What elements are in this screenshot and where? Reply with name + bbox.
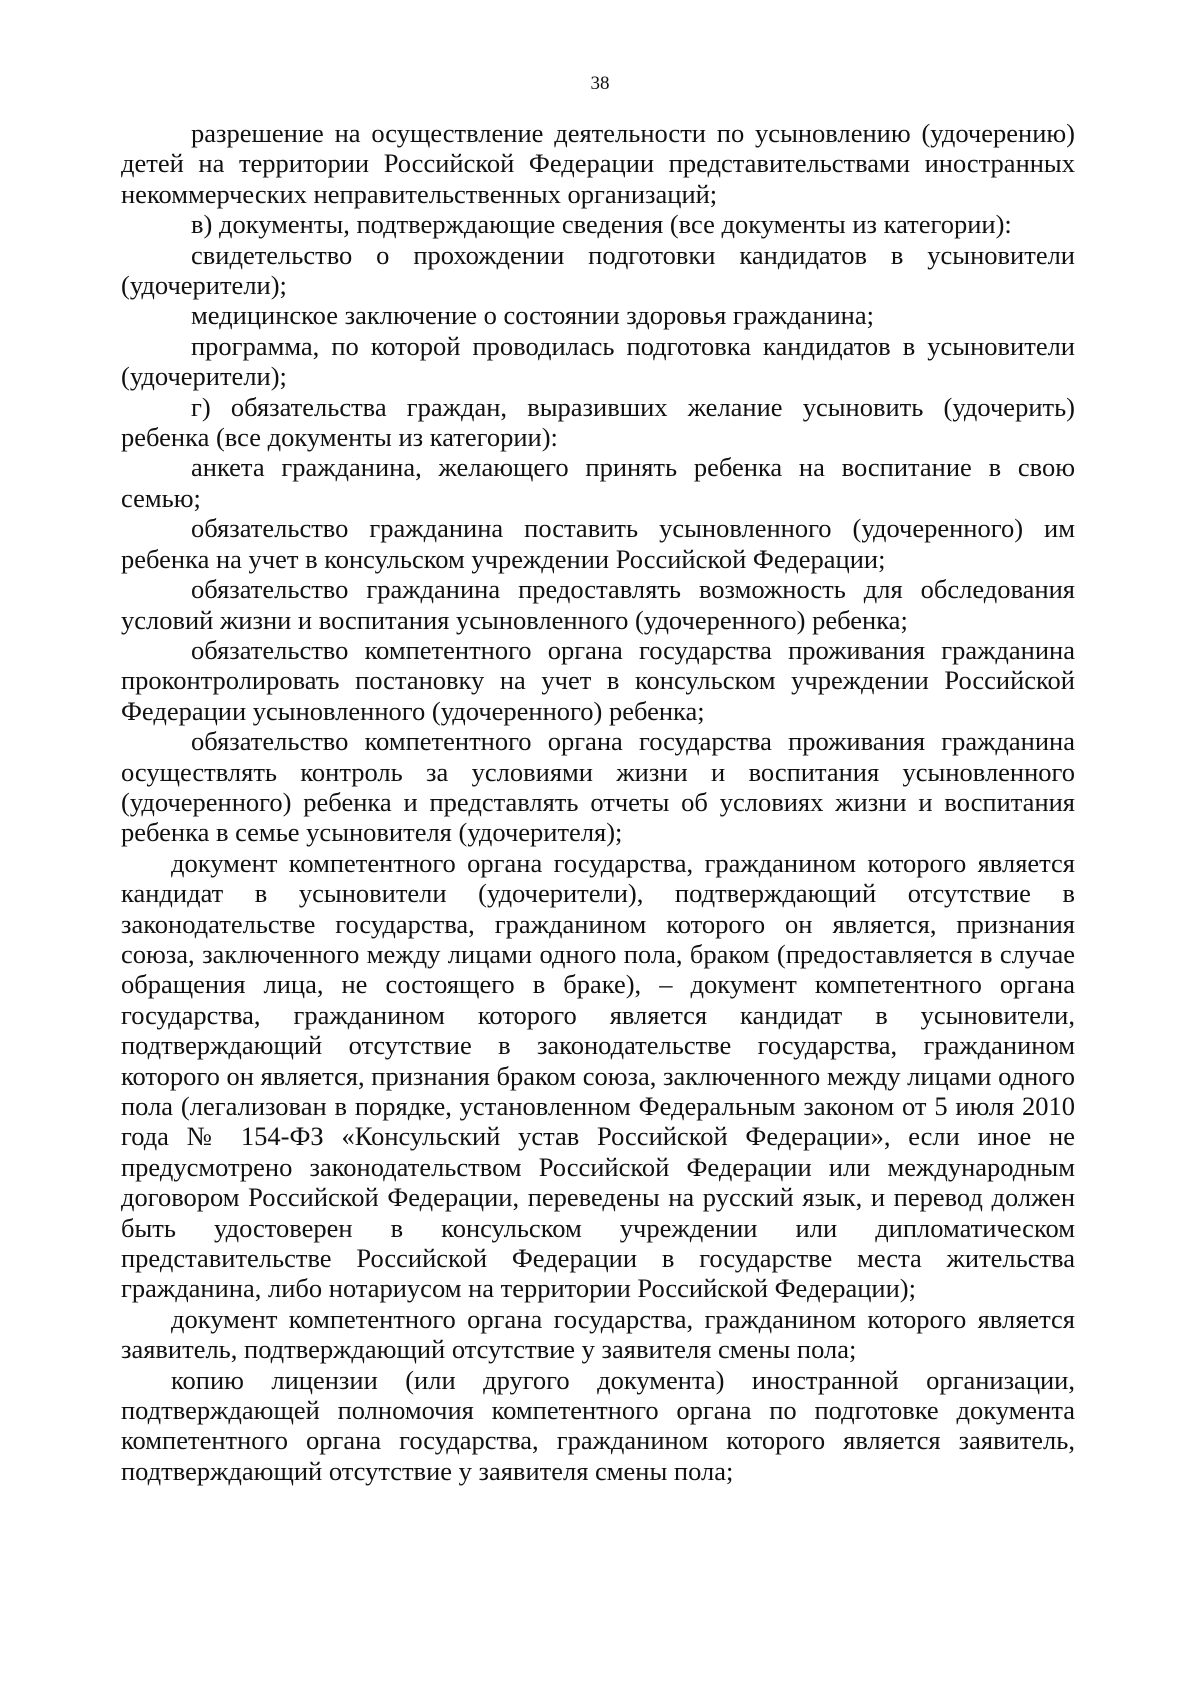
paragraph: в) документы, подтверждающие сведения (все документы из категории): [191, 209, 1012, 240]
paragraph: г) обязательства граждан, выразивших желание усыновить (удочерить) ребенка (все документы из категории): [121, 391, 1075, 453]
paragraph: разрешение на осуществление деятельности по усыновлению (удочерению) детей на территории Российской Федерации представительствами иностранных некоммерческих неправительственных организаций; [121, 118, 1075, 209]
paragraph: программа, по которой проводилась подготовка кандидатов в усыновители (удочерители); [121, 330, 1075, 392]
paragraph: обязательство компетентного органа государства проживания гражданина осуществлять контроль за условиями жизни и воспитания усыновленного (удочеренного) ребенка и представлять отчеты об условиях жизни и воспитания ребенка в семье усыновителя (удочерителя); [121, 726, 1075, 848]
paragraph: обязательство компетентного органа государства проживания гражданина проконтролировать постановку на учет в консульском учреждении Российской Федерации усыновленного (удочеренного) ребенка; [121, 634, 1075, 726]
page-number: 38 [590, 73, 610, 94]
document-body [121, 118, 1075, 1486]
paragraph: обязательство гражданина предоставлять возможность для обследования условий жизни и воспитания усыновленного (удочеренного) ребенка; [121, 574, 1075, 635]
paragraph: обязательство гражданина поставить усыновленного (удочеренного) им ребенка на учет в консульском учреждении Российской Федерации; [121, 513, 1075, 574]
paragraph: документ компетентного органа государства, гражданином которого является заявитель, подтверждающий отсутствие у заявителя смены пола; [121, 1303, 1075, 1365]
paragraph: медицинское заключение о состоянии здоровья гражданина; [191, 300, 874, 331]
paragraph: свидетельство о прохождении подготовки кандидатов в усыновители (удочерители); [121, 239, 1075, 301]
paragraph: анкета гражданина, желающего принять ребенка на воспитание в свою семью; [121, 452, 1075, 513]
paragraph: документ компетентного органа государства, гражданином которого является кандидат в усыновители (удочерители), подтверждающий отсутствие в законодательстве государства, гражданином которого он является, признания союза, заключенного между лицами одного пола, браком (предоставляется в случае обращения лица, не состоящего в браке), – документ компетентного органа государства, гражданином которого является кандидат в усыновители, подтверждающий отсутствие в законодательстве государства, гражданином которого он является, признания браком союза, заключенного между лицами одного пола (легализован в порядке, установленном Федеральным законом от 5 июля 2010 года № 154-ФЗ «Консульский устав Российской Федерации», если иное не предусмотрено законодательством Российской Федерации или международным договором Российской Федерации, переведены на русский язык, и перевод должен быть удостоверен в консульском учреждении или дипломатическом представительстве Российской Федерации в государстве места жительства гражданина, либо нотариусом на территории Российской Федерации); [121, 847, 1075, 1304]
paragraph: копию лицензии (или другого документа) иностранной организации, подтверждающей полномочия компетентного органа по подготовке документа компетентного органа государства, гражданином которого является заявитель, подтверждающий отсутствие у заявителя смены пола; [121, 1364, 1075, 1486]
